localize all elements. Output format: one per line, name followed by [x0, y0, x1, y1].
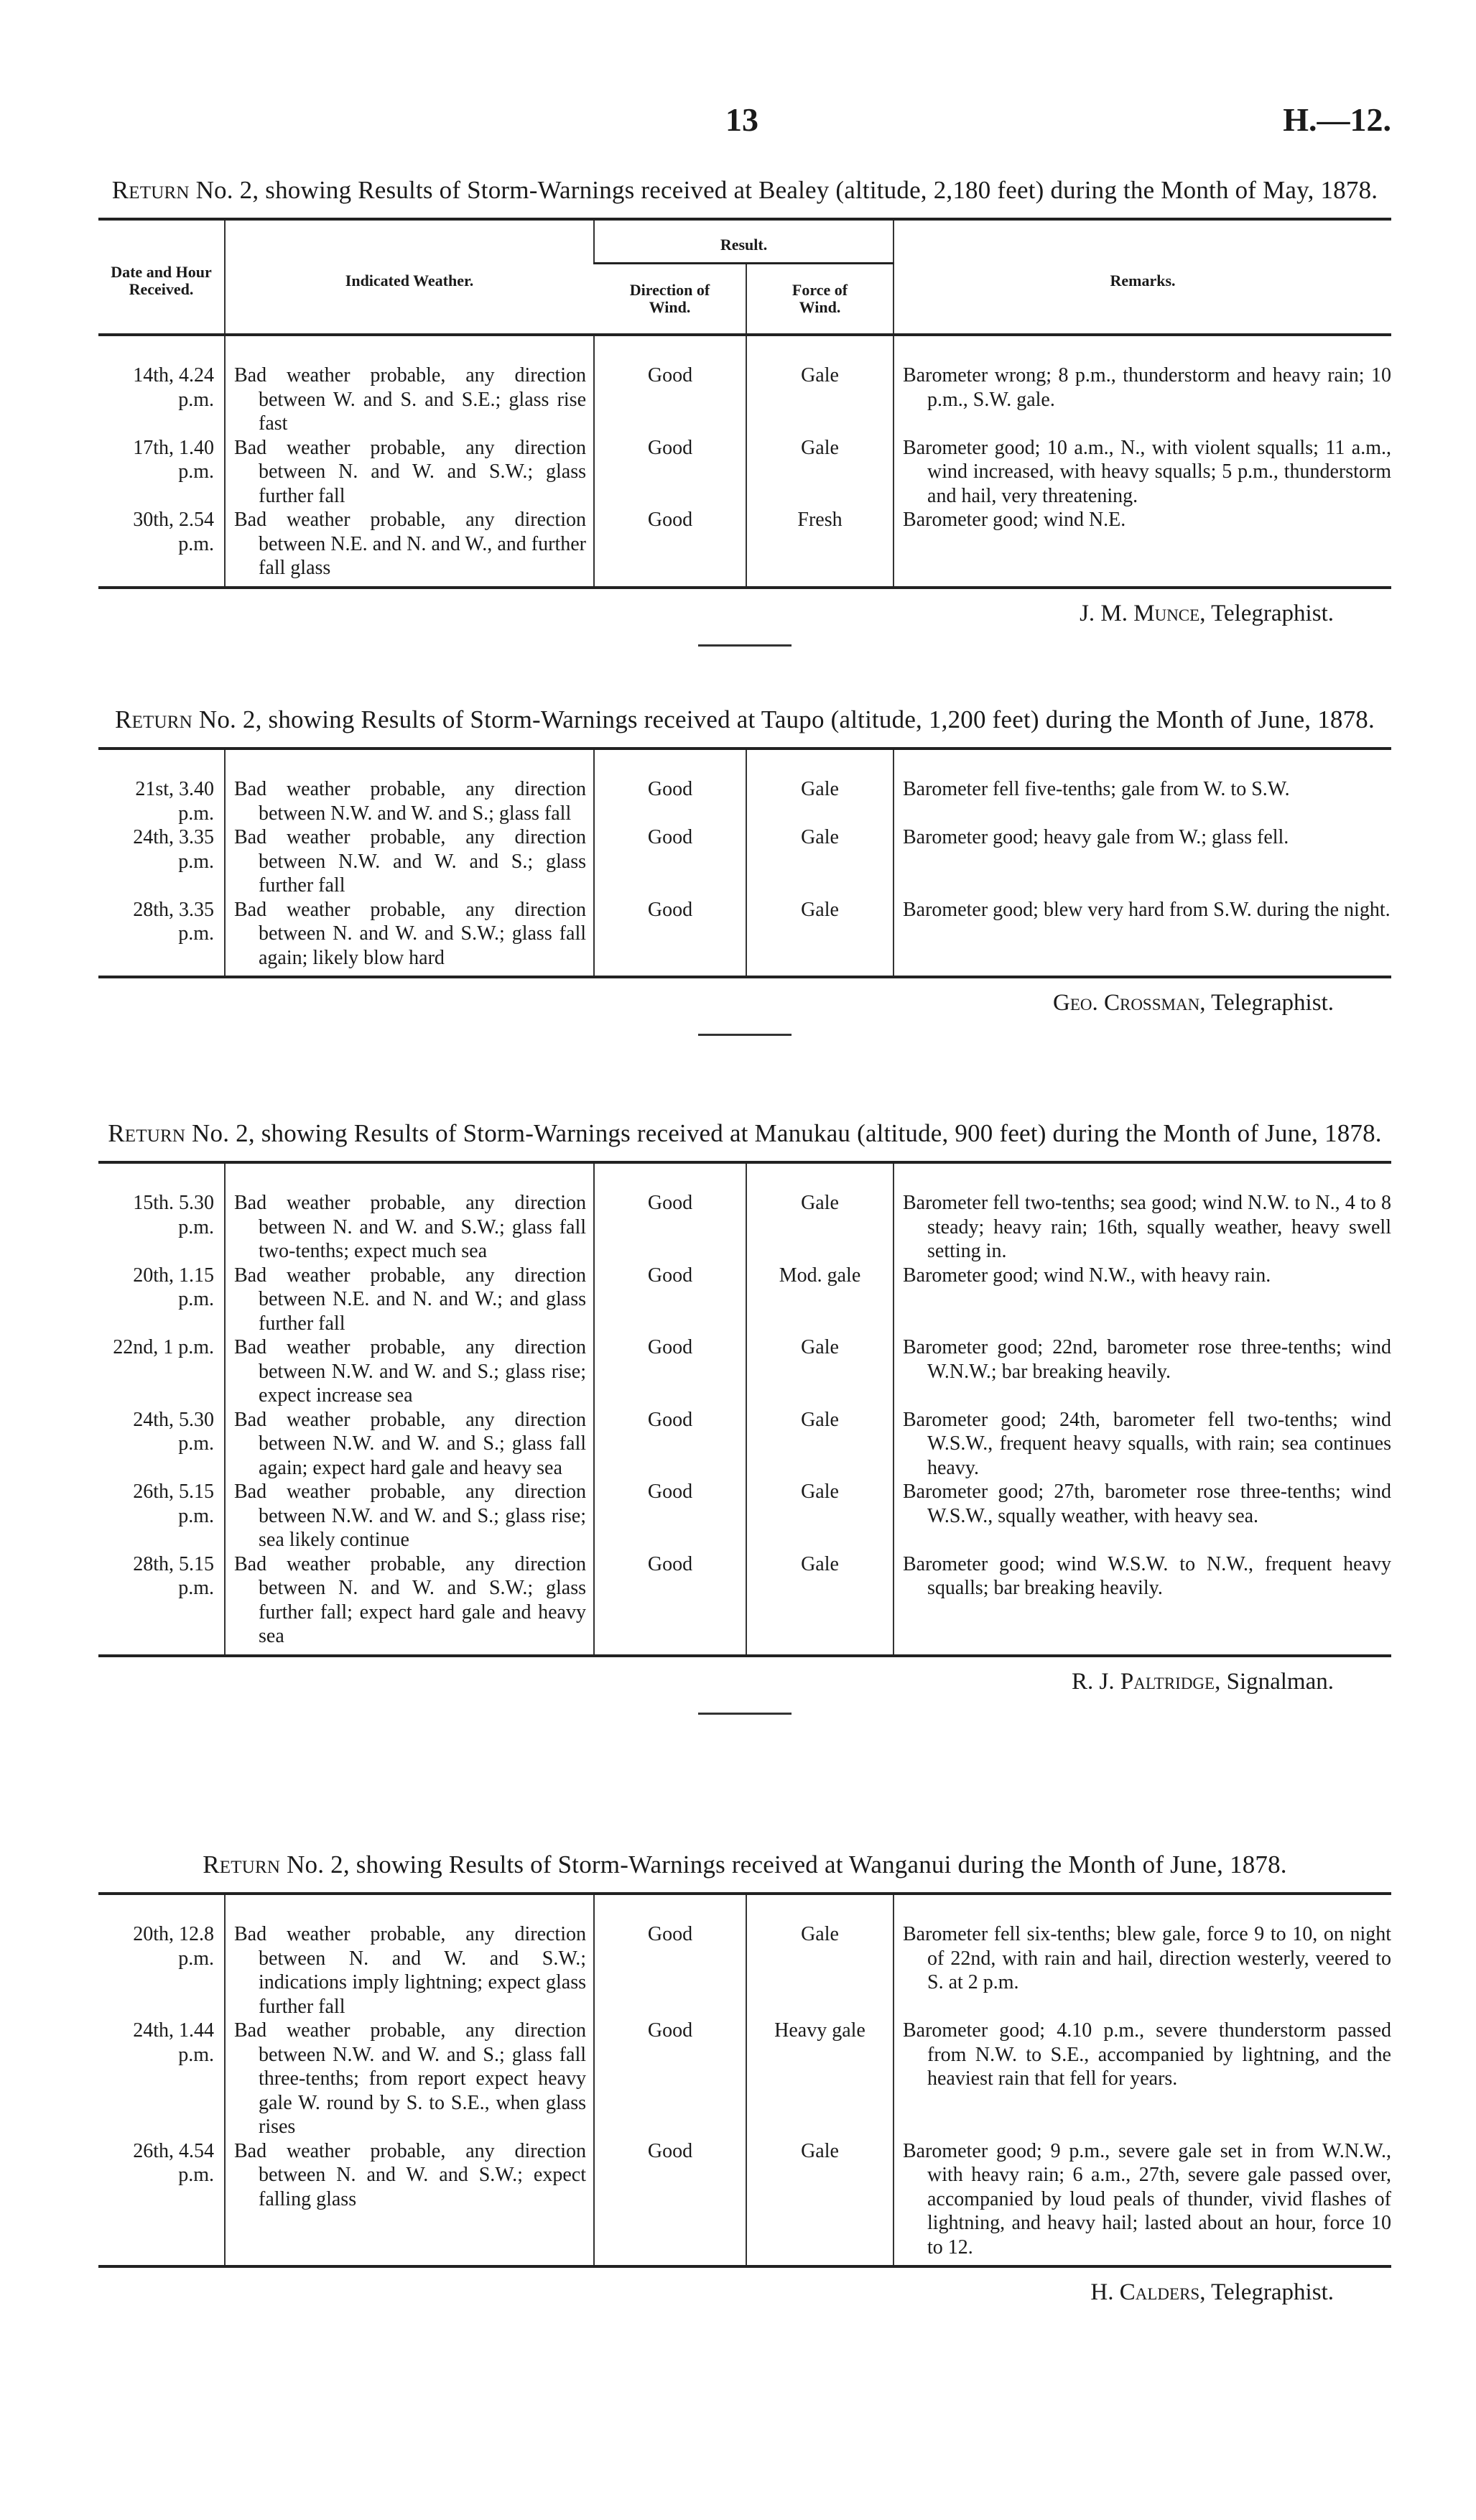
section-divider [698, 644, 792, 647]
section-divider [698, 1034, 792, 1036]
indicated-weather-text: Bad weather probable, any direction between N.W. and W. and S.; glass rise; sea likely continue [234, 1481, 586, 1551]
force-cell: Gale [746, 1408, 894, 1481]
force-cell: Gale [746, 436, 894, 509]
date-cell: 24th, 3.35 p.m. [133, 826, 214, 873]
title-lead: Return [111, 176, 190, 204]
date-cell: 20th, 12.8 p.m. [133, 1923, 214, 1970]
signature-role: , Telegraphist. [1199, 2279, 1334, 2305]
force-cell: Fresh [746, 508, 894, 588]
table-row [98, 2139, 1391, 2267]
title-text: No. 2, showing Results of Storm-Warnings received at Manukau (altitude, 900 feet) during the Month of June, 1878. [185, 1119, 1382, 1147]
signature-name: R. J. Paltridge [1072, 1668, 1215, 1695]
page-reference: H.—12. [1283, 101, 1391, 138]
date-cell: 26th, 5.15 p.m. [133, 1481, 214, 1527]
force-cell: Gale [746, 749, 894, 825]
force-cell: Gale [746, 1552, 894, 1656]
direction-cell: Good [594, 508, 746, 588]
remarks-text: Barometer good; 27th, barometer rose three-tenths; wind W.S.W., squally weather, with heavy sea. [903, 1481, 1391, 1527]
force-cell: Gale [746, 1894, 894, 2019]
section-divider [698, 1713, 792, 1715]
direction-cell: Good [594, 2139, 746, 2267]
force-cell: Gale [746, 825, 894, 898]
remarks-cell [894, 2019, 1391, 2139]
remarks-text: Barometer good; blew very hard from S.W. during the night. [903, 898, 1391, 921]
indicated-weather-cell [225, 1264, 594, 1336]
remarks-text: Barometer good; 10 a.m., N., with violent squalls; 11 a.m., wind increased, with heavy squalls; 5 p.m., thunderstorm and hail, very threatening. [903, 436, 1392, 507]
date-cell: 24th, 1.44 p.m. [133, 2019, 214, 2066]
date-cell: 28th, 3.35 p.m. [133, 898, 214, 945]
title-lead: Return [203, 1850, 281, 1879]
table-row [98, 436, 1391, 509]
remarks-text: Barometer good; 24th, barometer fell two-tenths; wind W.S.W., frequent heavy squalls, with rain; sea continues heavy. [903, 1408, 1391, 1479]
title-text: No. 2, showing Results of Storm-Warnings received at Bealey (altitude, 2,180 feet) during the Month of May, 1878. [189, 176, 1378, 204]
remarks-cell [894, 1162, 1391, 1264]
remarks-cell [894, 1552, 1391, 1656]
indicated-weather-cell [225, 825, 594, 898]
remarks-text: Barometer good; wind N.E. [903, 509, 1126, 531]
header-remarks: Remarks. [894, 219, 1391, 335]
signature [98, 601, 1391, 627]
title-text: No. 2, showing Results of Storm-Warnings received at Taupo (altitude, 1,200 feet) during the Month of June, 1878. [192, 705, 1375, 733]
table-row [98, 508, 1391, 588]
indicated-weather-cell [225, 508, 594, 588]
indicated-weather-text: Bad weather probable, any direction between N. and W. and S.W.; glass further fall; expect hard gale and heavy sea [234, 1552, 586, 1647]
force-cell: Gale [746, 1162, 894, 1264]
page-header [0, 101, 1476, 144]
remarks-text: Barometer fell five-tenths; gale from W. to S.W. [903, 778, 1290, 800]
direction-cell: Good [594, 1264, 746, 1336]
signature-name: Geo. Crossman [1052, 990, 1200, 1016]
date-cell: 21st, 3.40 p.m. [135, 778, 214, 825]
return-section-taupo [98, 705, 1391, 1036]
signature-name: J. M. Munce [1080, 600, 1200, 626]
indicated-weather-cell [225, 335, 594, 436]
force-cell: Gale [746, 1335, 894, 1408]
force-cell: Gale [746, 898, 894, 978]
indicated-weather-text: Bad weather probable, any direction between N. and W. and S.W.; indications imply lightning; expect glass further fall [234, 1923, 586, 2018]
section-title [98, 705, 1391, 734]
title-lead: Return [115, 705, 192, 733]
remarks-cell [894, 1264, 1391, 1336]
force-cell: Gale [746, 1480, 894, 1552]
direction-cell: Good [594, 2019, 746, 2139]
date-cell: 14th, 4.24 p.m. [133, 364, 214, 411]
date-cell: 30th, 2.54 p.m. [133, 509, 214, 555]
date-cell: 28th, 5.15 p.m. [133, 1552, 214, 1599]
remarks-text: Barometer fell two-tenths; sea good; wind N.W. to N., 4 to 8 steady; heavy rain; 16th, squally weather, heavy swell setting in. [903, 1192, 1391, 1262]
remarks-text: Barometer fell six-tenths; blew gale, force 9 to 10, on night of 22nd, with rain and hail, direction westerly, veered to S. at 2 p.m. [903, 1923, 1391, 1993]
header-weather: Indicated Weather. [225, 219, 594, 335]
indicated-weather-text: Bad weather probable, any direction between N. and W. and S.W.; glass further fall [234, 436, 586, 507]
force-cell: Gale [746, 2139, 894, 2267]
indicated-weather-cell [225, 898, 594, 978]
signature-role: , Telegraphist. [1199, 990, 1334, 1016]
table-row [98, 1335, 1391, 1408]
remarks-cell [894, 898, 1391, 978]
direction-cell: Good [594, 335, 746, 436]
remarks-text: Barometer wrong; 8 p.m., thunderstorm and heavy rain; 10 p.m., S.W. gale. [903, 364, 1392, 411]
remarks-cell [894, 749, 1391, 825]
storm-warnings-table [98, 1892, 1391, 2268]
return-section-bealey [98, 176, 1391, 647]
remarks-cell [894, 2139, 1391, 2267]
remarks-text: Barometer good; 22nd, barometer rose three-tenths; wind W.N.W.; bar breaking heavily. [903, 1336, 1391, 1383]
signature-name: H. Calders [1090, 2279, 1200, 2305]
signature [98, 2279, 1391, 2306]
remarks-text: Barometer good; 9 p.m., severe gale set in from W.N.W., with heavy rain; 6 a.m., 27th, severe gale passed over, accompanied by loud peals of thunder, vivid flashes of lightning, and heavy hail; lasted about an hour, force 10 to 12. [903, 2139, 1391, 2259]
indicated-weather-cell [225, 749, 594, 825]
indicated-weather-cell [225, 1894, 594, 2019]
date-cell: 22nd, 1 p.m. [113, 1336, 214, 1358]
indicated-weather-text: Bad weather probable, any direction between N.W. and W. and S.; glass further fall [234, 826, 586, 897]
section-title [98, 1119, 1391, 1148]
table-row [98, 1894, 1391, 2019]
storm-warnings-table [98, 218, 1391, 589]
table-row [98, 898, 1391, 978]
table-row [98, 2019, 1391, 2139]
remarks-text: Barometer good; wind N.W., with heavy rain. [903, 1264, 1271, 1287]
date-cell: 26th, 4.54 p.m. [133, 2139, 214, 2186]
indicated-weather-cell [225, 2019, 594, 2139]
force-cell: Gale [746, 335, 894, 436]
header-force: Force of Wind. [746, 264, 894, 335]
title-text: No. 2, showing Results of Storm-Warnings received at Wanganui during the Month of June, 1878. [280, 1850, 1287, 1879]
indicated-weather-cell [225, 436, 594, 509]
table-row [98, 749, 1391, 825]
indicated-weather-text: Bad weather probable, any direction between N. and W. and S.W.; glass fall two-tenths; expect much sea [234, 1192, 586, 1262]
signature-role: , Signalman. [1215, 1668, 1334, 1695]
header-result: Result. [594, 219, 894, 264]
direction-cell: Good [594, 1162, 746, 1264]
indicated-weather-cell [225, 1408, 594, 1481]
table-row [98, 1162, 1391, 1264]
date-cell: 15th. 5.30 p.m. [133, 1192, 214, 1238]
direction-cell: Good [594, 1335, 746, 1408]
header-direction: Direction of Wind. [594, 264, 746, 335]
section-title [98, 1850, 1391, 1879]
remarks-cell [894, 1408, 1391, 1481]
date-cell: 17th, 1.40 p.m. [133, 436, 214, 483]
indicated-weather-text: Bad weather probable, any direction between N. and W. and S.W.; glass fall again; likely blow hard [234, 898, 586, 969]
indicated-weather-cell [225, 1552, 594, 1656]
remarks-cell [894, 825, 1391, 898]
remarks-cell [894, 1335, 1391, 1408]
signature-role: , Telegraphist. [1199, 600, 1334, 626]
indicated-weather-cell [225, 1335, 594, 1408]
direction-cell: Good [594, 1480, 746, 1552]
signature [98, 1669, 1391, 1695]
remarks-text: Barometer good; heavy gale from W.; glass fell. [903, 826, 1289, 848]
remarks-text: Barometer good; 4.10 p.m., severe thunderstorm passed from N.W. to S.E., accompanied by lightning, and the heaviest rain that fell for years. [903, 2019, 1391, 2090]
force-cell: Mod. gale [746, 1264, 894, 1336]
return-section-wanganui [98, 1850, 1391, 2306]
indicated-weather-text: Bad weather probable, any direction between N.W. and W. and S.; glass rise; expect increase sea [234, 1336, 586, 1407]
indicated-weather-cell [225, 1480, 594, 1552]
remarks-cell [894, 1480, 1391, 1552]
indicated-weather-text: Bad weather probable, any direction between W. and S. and S.E.; glass rise fast [234, 364, 586, 435]
remarks-text: Barometer good; wind W.S.W. to N.W., frequent heavy squalls; bar breaking heavily. [903, 1552, 1391, 1599]
page-number: 13 [725, 101, 758, 138]
table-row [98, 1264, 1391, 1336]
direction-cell: Good [594, 1552, 746, 1656]
date-cell: 24th, 5.30 p.m. [133, 1408, 214, 1455]
remarks-cell [894, 1894, 1391, 2019]
indicated-weather-text: Bad weather probable, any direction between N.W. and W. and S.; glass fall [234, 778, 586, 825]
table-row [98, 1480, 1391, 1552]
indicated-weather-text: Bad weather probable, any direction between N. and W. and S.W.; expect falling glass [234, 2139, 586, 2210]
indicated-weather-text: Bad weather probable, any direction between N.E. and N. and W.; and glass further fall [234, 1264, 586, 1335]
indicated-weather-text: Bad weather probable, any direction between N.W. and W. and S.; glass fall three-tenths; from report expect heavy gale W. round by S. to S.E., when glass rises [234, 2019, 586, 2138]
table-row [98, 335, 1391, 436]
storm-warnings-table [98, 1161, 1391, 1657]
direction-cell: Good [594, 749, 746, 825]
storm-warnings-table [98, 747, 1391, 978]
indicated-weather-text: Bad weather probable, any direction between N.W. and W. and S.; glass fall again; expect hard gale and heavy sea [234, 1408, 586, 1479]
header-date: Date and Hour Received. [111, 262, 212, 298]
direction-cell: Good [594, 1408, 746, 1481]
return-section-manukau [98, 1119, 1391, 1715]
remarks-cell [894, 335, 1391, 436]
table-row [98, 1552, 1391, 1656]
remarks-cell [894, 508, 1391, 588]
direction-cell: Good [594, 898, 746, 978]
title-lead: Return [108, 1119, 186, 1147]
indicated-weather-cell [225, 2139, 594, 2267]
signature [98, 990, 1391, 1016]
direction-cell: Good [594, 1894, 746, 2019]
date-cell: 20th, 1.15 p.m. [133, 1264, 214, 1310]
indicated-weather-text: Bad weather probable, any direction between N.E. and N. and W., and further fall glass [234, 509, 586, 579]
force-cell: Heavy gale [746, 2019, 894, 2139]
table-row [98, 825, 1391, 898]
direction-cell: Good [594, 436, 746, 509]
direction-cell: Good [594, 825, 746, 898]
table-row [98, 1408, 1391, 1481]
indicated-weather-cell [225, 1162, 594, 1264]
section-title [98, 176, 1391, 205]
remarks-cell [894, 436, 1391, 509]
